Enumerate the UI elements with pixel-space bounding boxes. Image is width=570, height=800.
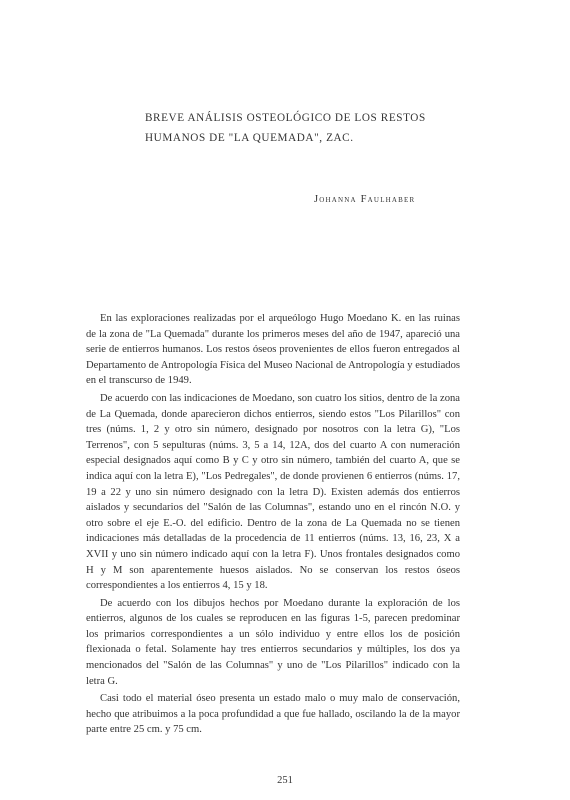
paragraph: En las exploraciones realizadas por el arqueólogo Hugo Moedano K. en las ruinas de la zona de "La Quemada" durante los primeros meses del año de 1947, apareció una serie de entierros humanos. Los restos óseos provenientes de ellos fueron entregados al Departamento de Antropología Física del Museo Nacional de Antropología y estudiados en el transcurso de 1949. bbox=[86, 313, 460, 387]
paragraph: De acuerdo con las indicaciones de Moedano, son cuatro los sitios, dentro de la zona de La Quemada, donde aparecieron dichos entierros, siendo estos "Los Pilarillos" con tres (núms. 1, 2 y otro sin número, designado por nosotros con la letra G), "Los Terrenos", con 5 sepulturas (núms. 3, 5 a 14, 12A, dos del cuarto A con numeración especial designados aquí como B y C y otro sin número, también del cuarto A, que se indica aquí con la letra E), "Los Pedregales", de donde provienen 6 entierros (núms. 17, 19 a 22 y uno sin número designado con la letra D). Existen además dos entierros aislados y secundarios del "Salón de las Columnas", estando uno en el rincón N.O. y otro sobre el eje E.-O. del edificio. Dentro de la zona de La Quemada no se tienen indicaciones más detalladas de la procedencia de 11 entierros (núms. 13, 16, 23, X a XVII y uno sin número indicado aquí con la letra F). Unos frontales designados como H y M son aparentemente huesos aislados. No se conservan los restos óseos correspondientes a los entierros 4, 15 y 18. bbox=[86, 392, 460, 592]
article-title bbox=[145, 108, 445, 148]
title-line-2: HUMANOS DE "LA QUEMADA", ZAC. bbox=[145, 132, 354, 144]
paragraph: De acuerdo con los dibujos hechos por Moedano durante la exploración de los entierros, algunos de los cuales se reproducen en las figuras 1-5, parecen predominar los primarios correspondientes a un sólo individuo y entre ellos los de posición flexionada o fetal. Solamente hay tres entierros secundarios y múltiples, los dos ya mencionados del "Salón de las Columnas" y uno de "Los Pilarillos" indicado con la letra G. bbox=[86, 597, 460, 687]
article-body bbox=[86, 311, 460, 740]
page-number: 251 bbox=[277, 775, 293, 786]
paragraph: Casi todo el material óseo presenta un estado malo o muy malo de conservación, hecho que atribuimos a la poca profundidad a que fue hallado, oscilando la de la mayor parte entre 25 cm. y 75 cm. bbox=[86, 693, 460, 736]
author-name: Johanna Faulhaber bbox=[314, 194, 416, 205]
title-line-1: BREVE ANÁLISIS OSTEOLÓGICO DE LOS RESTOS bbox=[145, 112, 426, 124]
